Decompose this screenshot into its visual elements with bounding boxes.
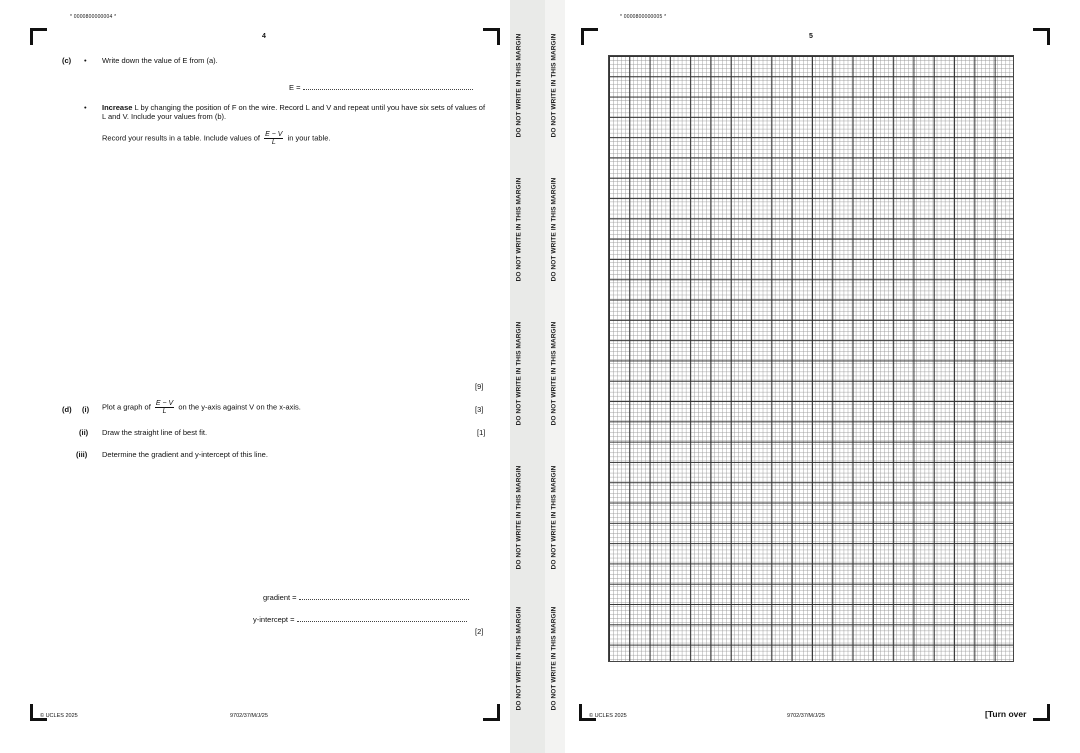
- answer-dotted-line: [303, 82, 473, 90]
- margin-warning: DO NOT WRITE IN THIS MARGIN: [550, 33, 558, 138]
- barcode-text: * 0000800000004 *: [70, 14, 117, 20]
- marks-part-d-ii: [1]: [477, 428, 486, 437]
- margin-warning: DO NOT WRITE IN THIS MARGIN: [550, 606, 558, 711]
- page-number: 5: [809, 33, 813, 40]
- bullet-dot: •: [84, 56, 87, 65]
- fraction-denominator: L: [271, 139, 276, 146]
- fraction-numerator: E − V: [265, 131, 283, 138]
- left-page: [0, 0, 510, 753]
- answer-dotted-line: [297, 614, 467, 622]
- corner-mark-top-left: [30, 28, 47, 45]
- margin-warning: DO NOT WRITE IN THIS MARGIN: [550, 177, 558, 282]
- part-d-ii-text: Draw the straight line of best fit.: [102, 428, 208, 437]
- margin-warning: DO NOT WRITE IN THIS MARGIN: [515, 465, 523, 570]
- part-d-i-label: (i): [82, 405, 90, 414]
- page-number: 4: [262, 33, 266, 40]
- part-c-bullet1-text: Write down the value of E from (a).: [102, 56, 218, 65]
- answer-dotted-line: [299, 592, 469, 600]
- part-c-bullet2-text: [102, 103, 487, 121]
- marks-part-d-i: [3]: [475, 405, 484, 414]
- turn-over-label: [Turn over: [985, 709, 1027, 719]
- margin-warning: DO NOT WRITE IN THIS MARGIN: [550, 321, 558, 426]
- corner-mark-bottom-right: [1033, 704, 1050, 721]
- d-i-text-before: Plot a graph of: [102, 402, 151, 412]
- record-text-before: Record your results in a table. Include values of: [102, 133, 261, 143]
- bullet2-bold-word: Increase: [102, 103, 133, 112]
- margin-warning: DO NOT WRITE IN THIS MARGIN: [515, 33, 523, 138]
- marks-part-d-iii: [2]: [475, 627, 484, 636]
- part-d-iii-label: (iii): [76, 450, 88, 459]
- margin-warning: DO NOT WRITE IN THIS MARGIN: [515, 606, 523, 711]
- corner-mark-top-left: [581, 28, 598, 45]
- marks-part-c: [9]: [475, 382, 484, 391]
- bullet2-rest: L by changing the position of F on the wire. Record L and V and repeat until you have six sets of values of L and V. Include your values from (b).: [102, 103, 486, 121]
- record-instruction: [102, 131, 487, 146]
- part-d-iii-text: Determine the gradient and y-intercept of this line.: [102, 450, 268, 459]
- record-text-after: in your table.: [287, 133, 331, 143]
- part-d-label: (d): [62, 405, 72, 414]
- gradient-label: gradient =: [263, 593, 297, 602]
- footer-paper-code: 9702/37/M/J/25: [230, 713, 268, 719]
- margin-warning: DO NOT WRITE IN THIS MARGIN: [515, 321, 523, 426]
- footer-copyright: © UCLES 2025: [589, 713, 627, 719]
- part-c-label: (c): [62, 56, 72, 65]
- footer-copyright: © UCLES 2025: [40, 713, 78, 719]
- part-d-ii-label: (ii): [79, 428, 89, 437]
- answer-e-label: E =: [289, 83, 301, 92]
- part-d-i-text: [102, 400, 402, 415]
- footer-paper-code: 9702/37/M/J/25: [787, 713, 825, 719]
- intercept-answer-line: [253, 614, 467, 624]
- d-i-text-after: on the y-axis against V on the x-axis.: [178, 402, 301, 412]
- corner-mark-top-right: [483, 28, 500, 45]
- corner-mark-bottom-right: [483, 704, 500, 721]
- fraction-denominator: L: [162, 408, 167, 415]
- bullet-dot: •: [84, 103, 87, 112]
- margin-warning: DO NOT WRITE IN THIS MARGIN: [550, 465, 558, 570]
- fraction-numerator: E − V: [155, 400, 174, 407]
- graph-paper-grid: [608, 55, 1014, 662]
- gradient-answer-line: [263, 592, 469, 602]
- intercept-label: y-intercept =: [253, 615, 295, 624]
- fraction-e-minus-v-over-l: [264, 131, 283, 146]
- answer-line-e: [289, 82, 473, 92]
- margin-warning: DO NOT WRITE IN THIS MARGIN: [515, 177, 523, 282]
- barcode-text: * 0000800000005 *: [620, 14, 667, 20]
- fraction-e-minus-v-over-l: [155, 400, 174, 415]
- corner-mark-top-right: [1033, 28, 1050, 45]
